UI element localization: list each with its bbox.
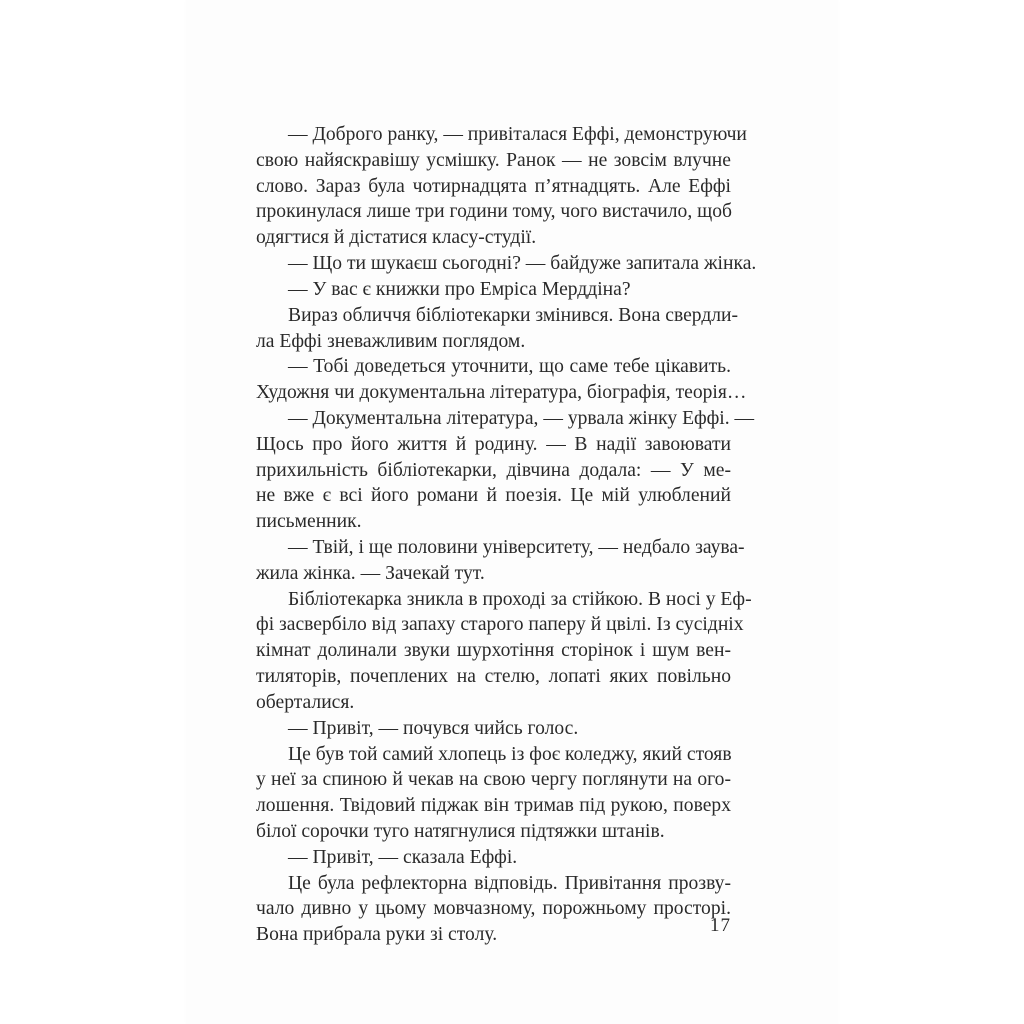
text-line: Вона прибрала руки зі столу. [256, 924, 498, 946]
paragraph-first-line: — Що ти шукаєш сьогодні? — байдуже запитала жінка. [288, 253, 757, 275]
text-line: фі засвербіло від запаху старого паперу й цвілі. Із сусідніх [256, 614, 744, 636]
body-text [256, 122, 757, 948]
text-line: жила жінка. — Зачекай тут. [256, 562, 485, 584]
text-line: у неї за спиною й чекав на свою чергу поглянути на ого- [256, 769, 731, 791]
text-line: одягтися й дістатися класу-студії. [256, 227, 537, 249]
paragraph-first-line: Бібліотекарка зникла в проході за стійкою. В носі у Еф- [288, 588, 752, 610]
text-line: не вже є всі його романи й поезія. Це мій улюблений [256, 485, 731, 507]
text-line: слово. Зараз була чотирнадцята п’ятнадцять. Але Еффі [256, 175, 731, 197]
paragraph-first-line: — Документальна література, — урвала жінку Еффі. — [288, 407, 755, 429]
text-line: чало дивно у цьому мовчазному, порожньому просторі. [256, 898, 731, 920]
text-line: лошення. Твідовий піджак він тримав під рукою, поверх [256, 795, 731, 817]
text-line: прокинулася лише три години тому, чого вистачило, щоб [256, 201, 732, 223]
paragraph-first-line: — Твій, і ще половини університету, — недбало заува- [288, 537, 745, 558]
paragraph-first-line: — Привіт, — почувся чийсь голос. [288, 717, 579, 739]
paragraph-first-line: Це був той самий хлопець із фоє коледжу, який стояв [288, 743, 732, 765]
paragraph-first-line: — Доброго ранку, — привіталася Еффі, демонструючи [288, 124, 747, 145]
paragraph-first-line: — У вас є книжки про Емріса Мерддіна? [288, 278, 631, 300]
text-line: білої сорочки туго натягнулися підтяжки штанів. [256, 820, 665, 842]
text-line: письменник. [256, 511, 362, 533]
paragraph-first-line: — Привіт, — сказала Еффі. [288, 846, 518, 868]
text-line: кімнат долинали звуки шурхотіння сторінок і шум вен- [256, 640, 731, 662]
page-number: 17 [710, 915, 731, 936]
text-line: тиляторів, почеплених на стелю, лопаті яких повільно [256, 666, 731, 688]
paragraph-first-line: Вираз обличчя бібліотекарки змінився. Вона свердли- [288, 304, 739, 326]
paragraph-first-line: — Тобі доведеться уточнити, що саме тебе цікавить. [288, 356, 731, 378]
paragraph-first-line: Це була рефлекторна відповідь. Привітання прозву- [288, 872, 731, 894]
text-line: прихильність бібліотекарки, дівчина додала: — У ме- [256, 459, 731, 481]
text-line: ла Еффі зневажливим поглядом. [256, 330, 526, 352]
text-line: Щось про його життя й родину. — В надії завоювати [256, 433, 731, 455]
text-line: оберталися. [256, 691, 355, 713]
text-line: свою найяскравішу усмішку. Ранок — не зовсім влучне [256, 149, 731, 171]
text-line: Художня чи документальна література, біографія, теорія… [256, 382, 747, 404]
